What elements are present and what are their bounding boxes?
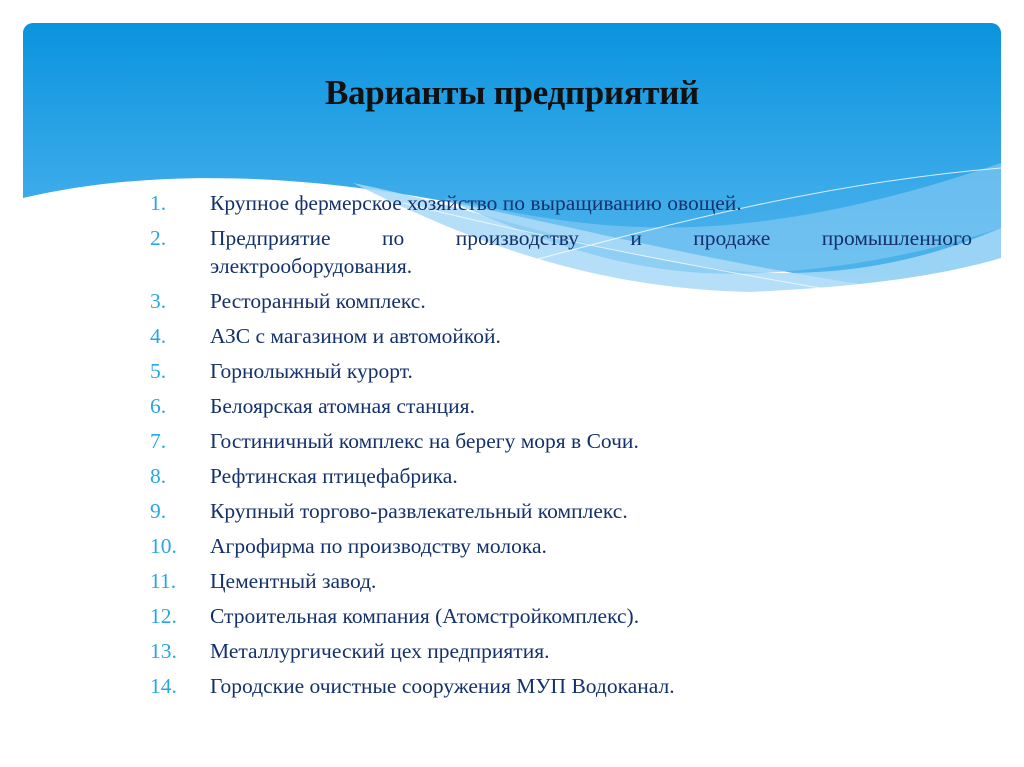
list-item — [150, 427, 972, 455]
list-item — [150, 287, 972, 315]
list-item — [150, 532, 972, 560]
list-item-number: 4. — [150, 324, 167, 348]
list-item — [150, 497, 972, 525]
list-item-number: 2. — [150, 226, 167, 250]
list-item-text: Крупный торгово-развлекательный комплекс. — [210, 499, 628, 523]
list-item — [150, 602, 972, 630]
list-item-number: 6. — [150, 394, 167, 418]
list-item — [150, 637, 972, 665]
list-item-text: Крупное фермерское хозяйство по выращиванию овощей. — [210, 191, 742, 215]
list-item-number: 14. — [150, 674, 177, 698]
list-item-text: Городские очистные сооружения МУП Водоканал. — [210, 674, 675, 698]
list-item-number: 11. — [150, 569, 177, 593]
list-item-number: 10. — [150, 534, 177, 558]
list-item — [150, 462, 972, 490]
list-item-number: 13. — [150, 639, 177, 663]
list-item-text: АЗС с магазином и автомойкой. — [210, 324, 501, 348]
list-item-number: 9. — [150, 499, 167, 523]
list-item — [150, 672, 972, 700]
list-item — [150, 357, 972, 385]
list-item-number: 3. — [150, 289, 167, 313]
list-item — [150, 224, 972, 280]
list-item-number: 1. — [150, 191, 167, 215]
list-item-text: Горнолыжный курорт. — [210, 359, 413, 383]
list-item-text-line: Предприятие по производству и продаже промышленного — [210, 226, 972, 250]
slide-title: Варианты предприятий — [324, 73, 700, 112]
list-item — [150, 392, 972, 420]
list-item-text: Ресторанный комплекс. — [210, 289, 426, 313]
list-item-number: 12. — [150, 604, 177, 628]
list-item-text — [210, 224, 972, 280]
enterprise-list — [150, 189, 972, 707]
list-item-number: 8. — [150, 464, 167, 488]
list-item-text: Гостиничный комплекс на берегу моря в Сочи. — [210, 429, 639, 453]
list-item-text: Рефтинская птицефабрика. — [210, 464, 458, 488]
list-item-text: Агрофирма по производству молока. — [210, 534, 547, 558]
list-item-text-line: электрооборудования. — [210, 254, 413, 278]
list-item-text: Строительная компания (Атомстройкомплекс). — [210, 604, 640, 628]
list-item-number: 5. — [150, 359, 167, 383]
list-item-text: Металлургический цех предприятия. — [210, 639, 550, 663]
list-item-number: 7. — [150, 429, 167, 453]
list-item-text: Белоярская атомная станция. — [210, 394, 475, 418]
list-item — [150, 189, 972, 217]
list-item — [150, 322, 972, 350]
list-item — [150, 567, 972, 595]
list-item-text: Цементный завод. — [210, 569, 377, 593]
